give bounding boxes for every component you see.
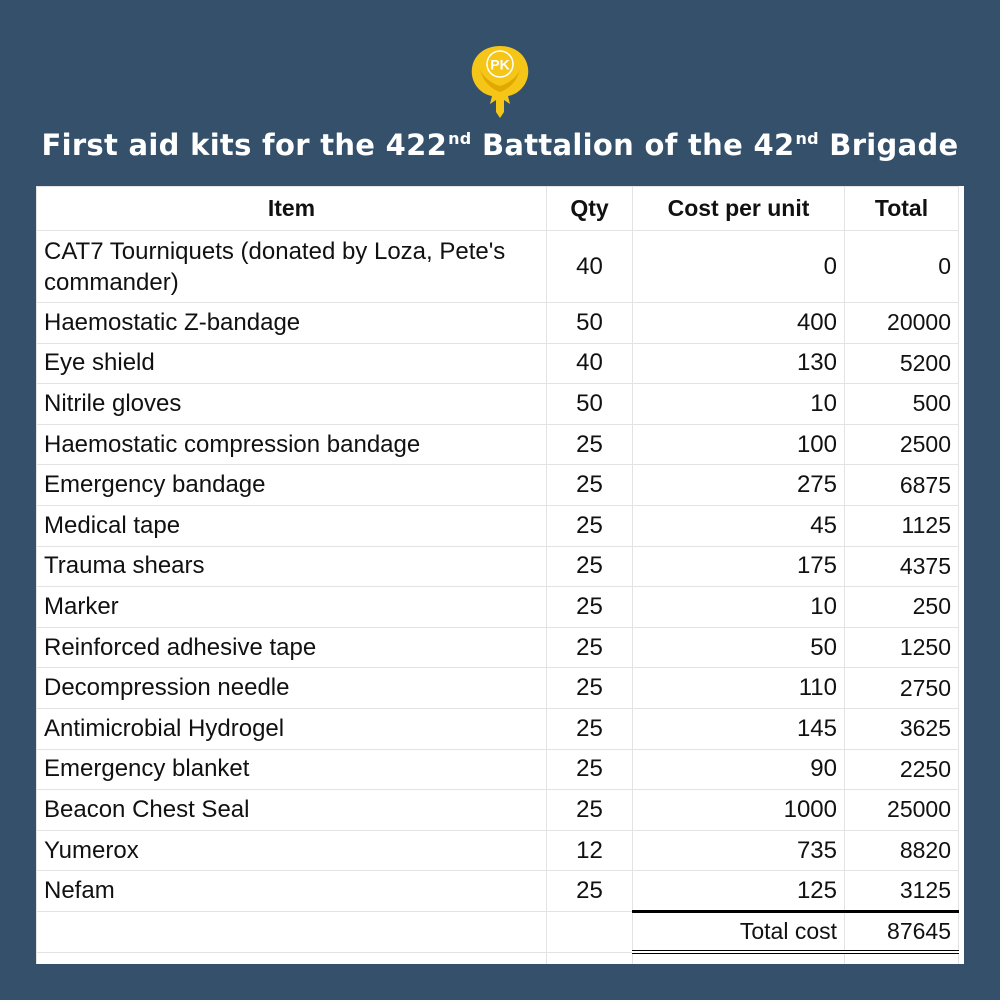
qty-cell: 40 [547, 231, 633, 303]
item-cell: Marker [37, 587, 547, 628]
total-cell: 250 [845, 587, 959, 628]
cost-cell: 110 [633, 668, 845, 709]
total-cell: 1250 [845, 627, 959, 668]
cost-cell: 100 [633, 424, 845, 465]
total-cell: 5200 [845, 343, 959, 384]
total-cell: 4375 [845, 546, 959, 587]
cost-cell: 130 [633, 343, 845, 384]
item-cell: CAT7 Tourniquets (donated by Loza, Pete's commander) [37, 231, 547, 303]
qty-cell: 25 [547, 668, 633, 709]
cost-cell: 90 [633, 749, 845, 790]
table-header-row [37, 187, 959, 231]
total-cell: 3125 [845, 871, 959, 912]
table-row [37, 830, 959, 871]
qty-cell: 25 [547, 749, 633, 790]
qty-cell: 25 [547, 424, 633, 465]
total-cell: 20000 [845, 303, 959, 344]
item-cell: Eye shield [37, 343, 547, 384]
item-cell: Yumerox [37, 830, 547, 871]
empty-cell [633, 952, 845, 964]
cost-cell: 125 [633, 871, 845, 912]
total-cell: 2250 [845, 749, 959, 790]
total-cell: 500 [845, 384, 959, 425]
table-row [37, 505, 959, 546]
total-cell: 25000 [845, 790, 959, 831]
total-cell: 0 [845, 231, 959, 303]
cost-cell: 45 [633, 505, 845, 546]
item-cell: Decompression needle [37, 668, 547, 709]
qty-cell: 25 [547, 546, 633, 587]
total-cell: 8820 [845, 830, 959, 871]
cost-cell: 175 [633, 546, 845, 587]
svg-text:PK: PK [490, 56, 510, 73]
table-row [37, 627, 959, 668]
table-row [37, 384, 959, 425]
empty-cell [845, 952, 959, 964]
qty-cell: 40 [547, 343, 633, 384]
qty-cell: 25 [547, 627, 633, 668]
cost-cell: 10 [633, 384, 845, 425]
total-cell: 1125 [845, 505, 959, 546]
qty-cell: 25 [547, 790, 633, 831]
total-cell: 3625 [845, 708, 959, 749]
empty-cell [37, 952, 547, 964]
table-row [37, 749, 959, 790]
item-cell: Medical tape [37, 505, 547, 546]
total-cell: 2500 [845, 424, 959, 465]
table-row [37, 871, 959, 912]
empty-cell [547, 952, 633, 964]
empty-cell [547, 911, 633, 952]
item-cell: Trauma shears [37, 546, 547, 587]
qty-cell: 25 [547, 587, 633, 628]
total-cost-label: Total cost [633, 911, 845, 952]
qty-cell: 50 [547, 384, 633, 425]
table-row [37, 790, 959, 831]
item-cell: Emergency blanket [37, 749, 547, 790]
table-row [37, 424, 959, 465]
item-cell: Haemostatic compression bandage [37, 424, 547, 465]
table-row [37, 587, 959, 628]
total-cell: 6875 [845, 465, 959, 506]
header-item: Item [37, 187, 547, 231]
cost-cell: 145 [633, 708, 845, 749]
item-cell: Beacon Chest Seal [37, 790, 547, 831]
item-cell: Nitrile gloves [37, 384, 547, 425]
table-row [37, 465, 959, 506]
blank-row [37, 952, 959, 964]
header-total: Total [845, 187, 959, 231]
cost-cell: 1000 [633, 790, 845, 831]
item-cell: Antimicrobial Hydrogel [37, 708, 547, 749]
item-cell: Emergency bandage [37, 465, 547, 506]
table-row [37, 303, 959, 344]
qty-cell: 12 [547, 830, 633, 871]
pk-logo [466, 40, 534, 118]
qty-cell: 50 [547, 303, 633, 344]
empty-cell [37, 911, 547, 952]
table-row [37, 343, 959, 384]
table-row [37, 708, 959, 749]
cost-cell: 50 [633, 627, 845, 668]
table-row [37, 231, 959, 303]
header-qty: Qty [547, 187, 633, 231]
total-cell: 2750 [845, 668, 959, 709]
qty-cell: 25 [547, 465, 633, 506]
cost-cell: 0 [633, 231, 845, 303]
cost-cell: 275 [633, 465, 845, 506]
page-title: First aid kits for the 422nd Battalion of the 42nd Brigade [41, 128, 959, 162]
header-cost: Cost per unit [633, 187, 845, 231]
qty-cell: 25 [547, 708, 633, 749]
spreadsheet [36, 186, 964, 964]
phoenix-logo-icon [466, 40, 534, 118]
item-cell: Nefam [37, 871, 547, 912]
table-row [37, 546, 959, 587]
cost-cell: 400 [633, 303, 845, 344]
item-cell: Haemostatic Z-bandage [37, 303, 547, 344]
qty-cell: 25 [547, 871, 633, 912]
total-row [37, 911, 959, 952]
cost-cell: 10 [633, 587, 845, 628]
table-row [37, 668, 959, 709]
cost-cell: 735 [633, 830, 845, 871]
qty-cell: 25 [547, 505, 633, 546]
item-cell: Reinforced adhesive tape [37, 627, 547, 668]
cost-table [36, 186, 959, 964]
total-cost-value: 87645 [845, 911, 959, 952]
